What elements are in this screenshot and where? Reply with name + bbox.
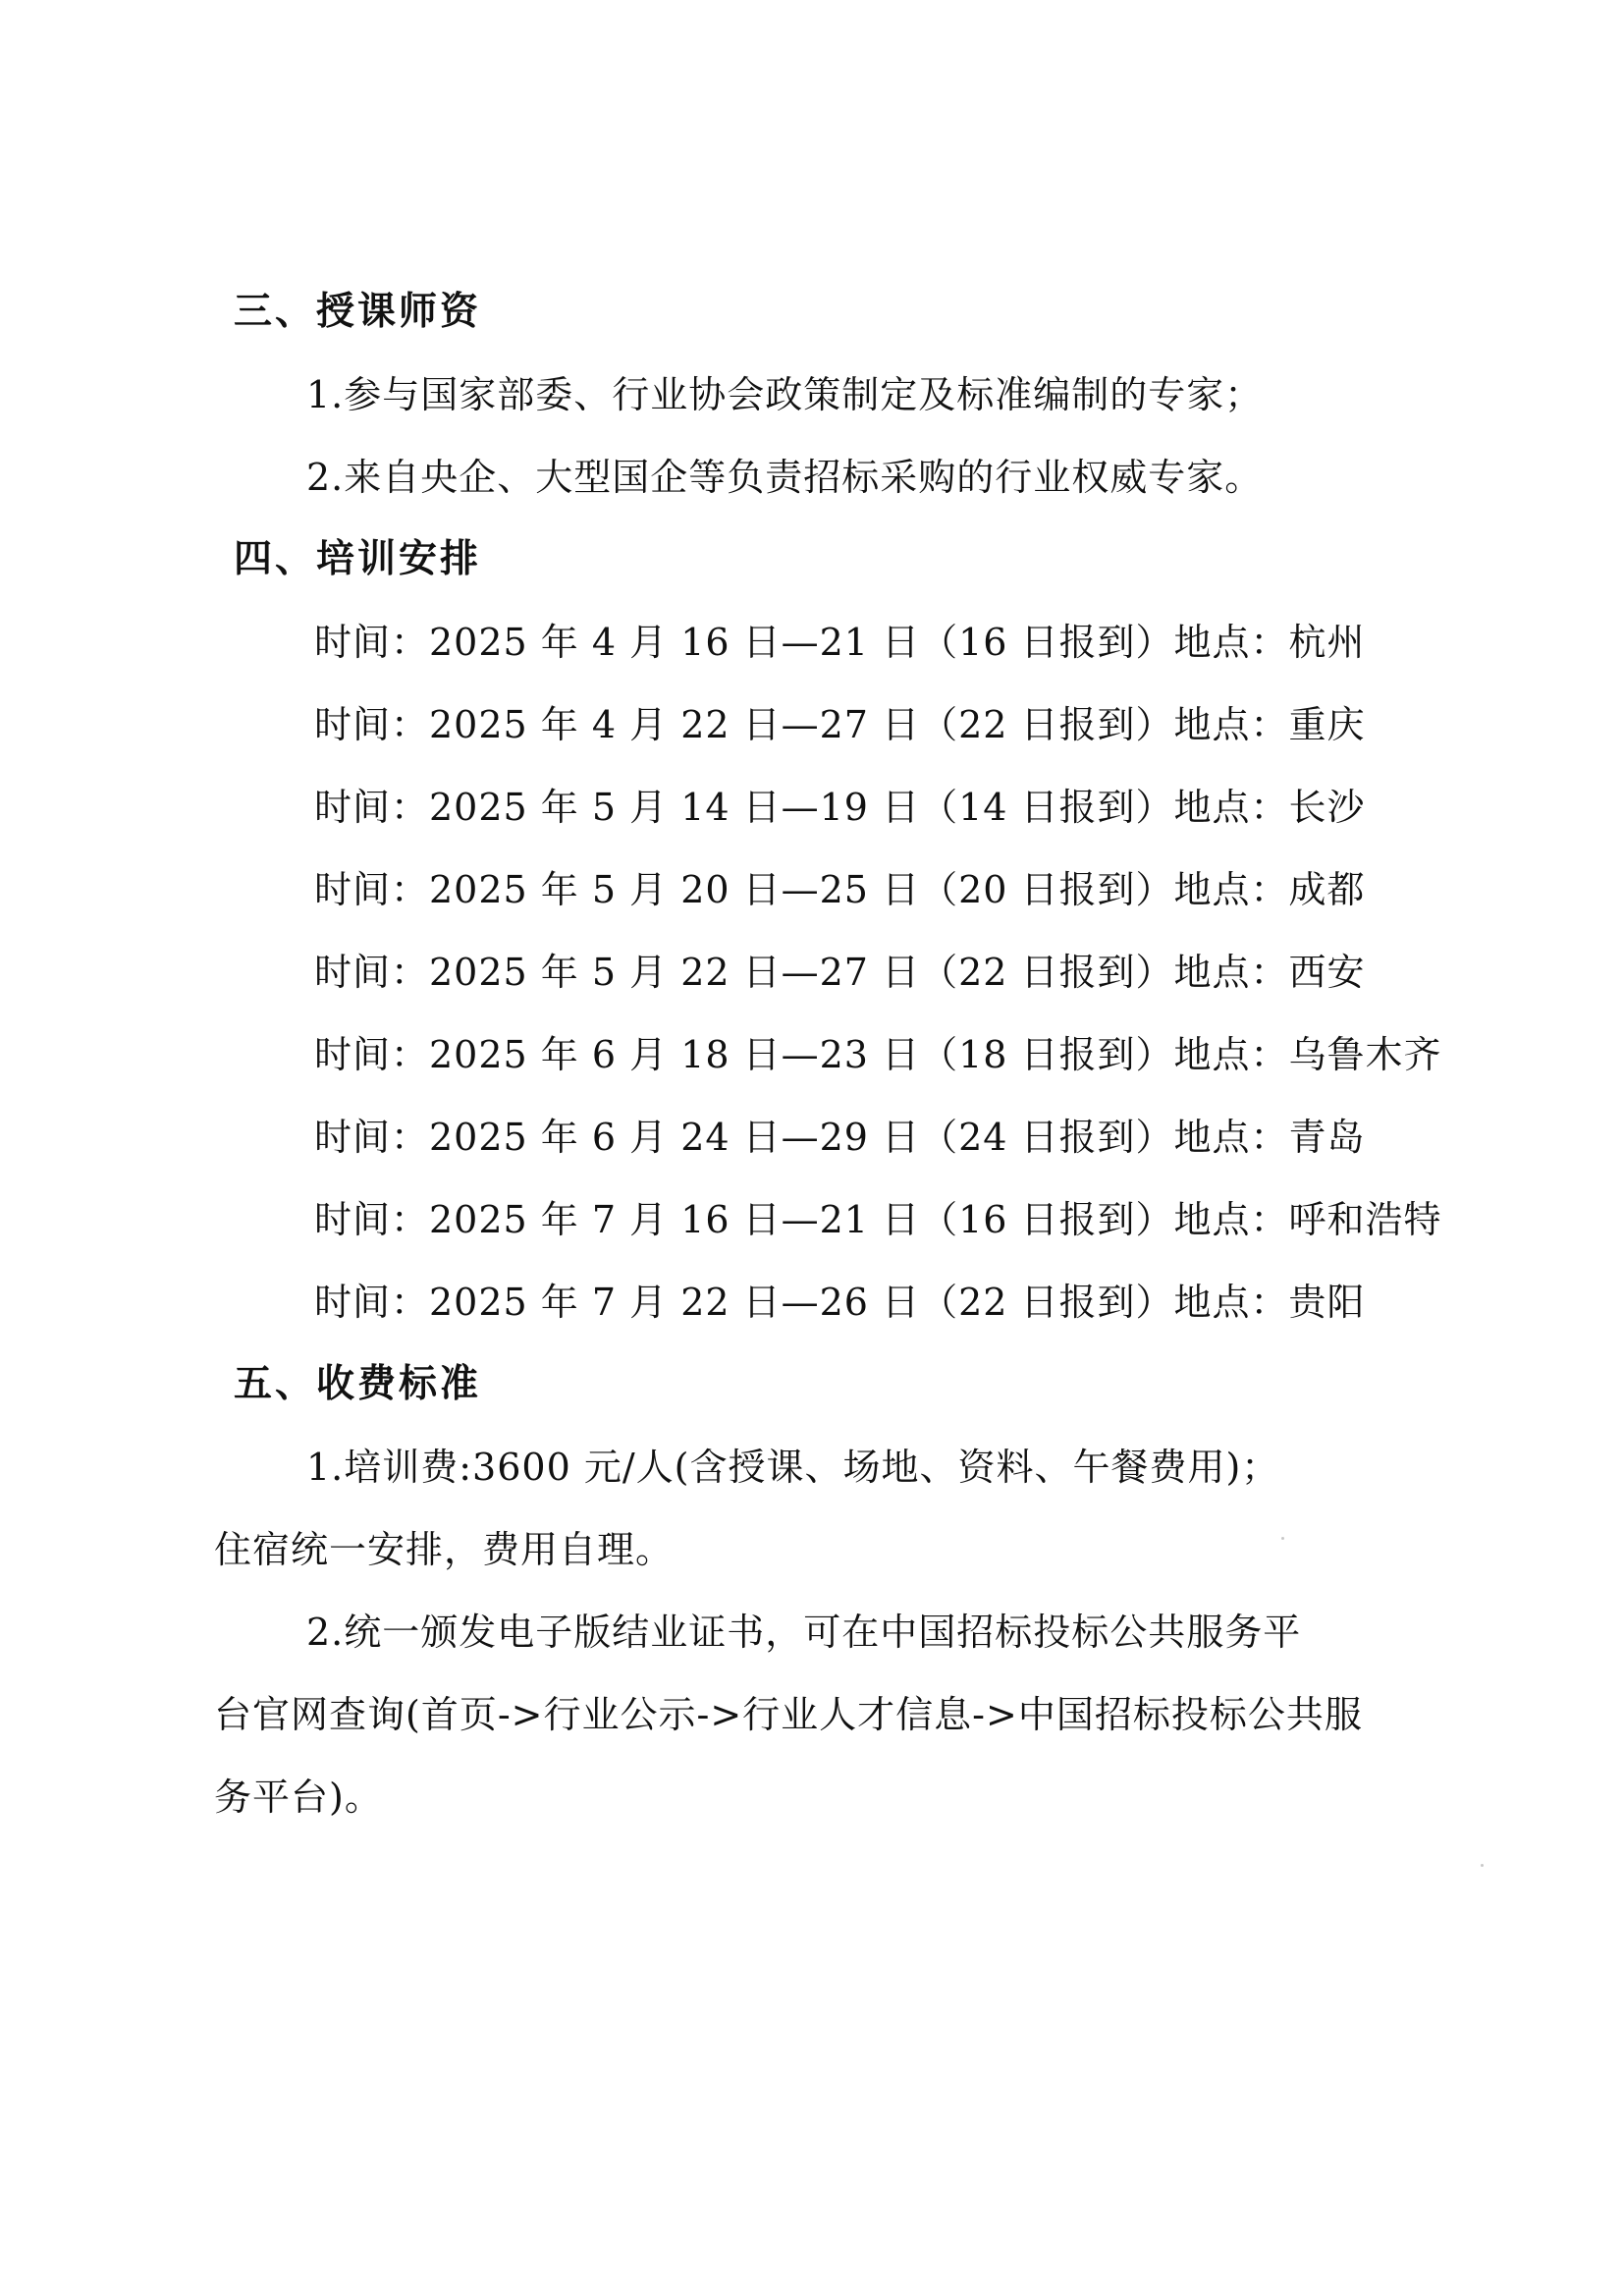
schedule-row-qingdao: 时间：2025 年 6 月 24 日—29 日（24 日报到）地点：青岛 — [314, 1116, 1366, 1159]
faculty-item-2: 2.来自央企、大型国企等负责招标采购的行业权威专家。 — [306, 456, 1264, 499]
scan-speck — [1481, 1864, 1484, 1867]
scan-speck — [1281, 1537, 1284, 1540]
section-4-heading: 四、培训安排 — [234, 537, 482, 581]
faculty-item-1: 1.参与国家部委、行业协会政策制定及标准编制的专家； — [306, 373, 1264, 416]
section-5-heading: 五、收费标准 — [234, 1362, 482, 1406]
fee-item-2-line-3: 务平台)。 — [214, 1776, 383, 1819]
schedule-row-chongqing: 时间：2025 年 4 月 22 日—27 日（22 日报到）地点：重庆 — [314, 703, 1366, 746]
fee-item-1-line-1: 1.培训费:3600 元/人(含授课、场地、资料、午餐费用)； — [306, 1446, 1280, 1489]
schedule-row-chengdu: 时间：2025 年 5 月 20 日—25 日（20 日报到）地点：成都 — [314, 868, 1366, 911]
schedule-row-urumqi: 时间：2025 年 6 月 18 日—23 日（18 日报到）地点：乌鲁木齐 — [314, 1033, 1442, 1076]
fee-item-2-line-1: 2.统一颁发电子版结业证书，可在中国招标投标公共服务平 — [306, 1611, 1302, 1654]
schedule-row-changsha: 时间：2025 年 5 月 14 日—19 日（14 日报到）地点：长沙 — [314, 786, 1366, 829]
fee-item-2-line-2: 台官网查询(首页->行业公示->行业人才信息->中国招标投标公共服 — [214, 1693, 1363, 1736]
schedule-row-guiyang: 时间：2025 年 7 月 22 日—26 日（22 日报到）地点：贵阳 — [314, 1281, 1366, 1324]
schedule-row-hangzhou: 时间：2025 年 4 月 16 日—21 日（16 日报到）地点：杭州 — [314, 621, 1366, 664]
fee-item-1-line-2: 住宿统一安排，费用自理。 — [214, 1528, 675, 1571]
schedule-row-hohhot: 时间：2025 年 7 月 16 日—21 日（16 日报到）地点：呼和浩特 — [314, 1198, 1442, 1241]
section-3-heading: 三、授课师资 — [234, 290, 482, 334]
schedule-row-xian: 时间：2025 年 5 月 22 日—27 日（22 日报到）地点：西安 — [314, 951, 1366, 994]
